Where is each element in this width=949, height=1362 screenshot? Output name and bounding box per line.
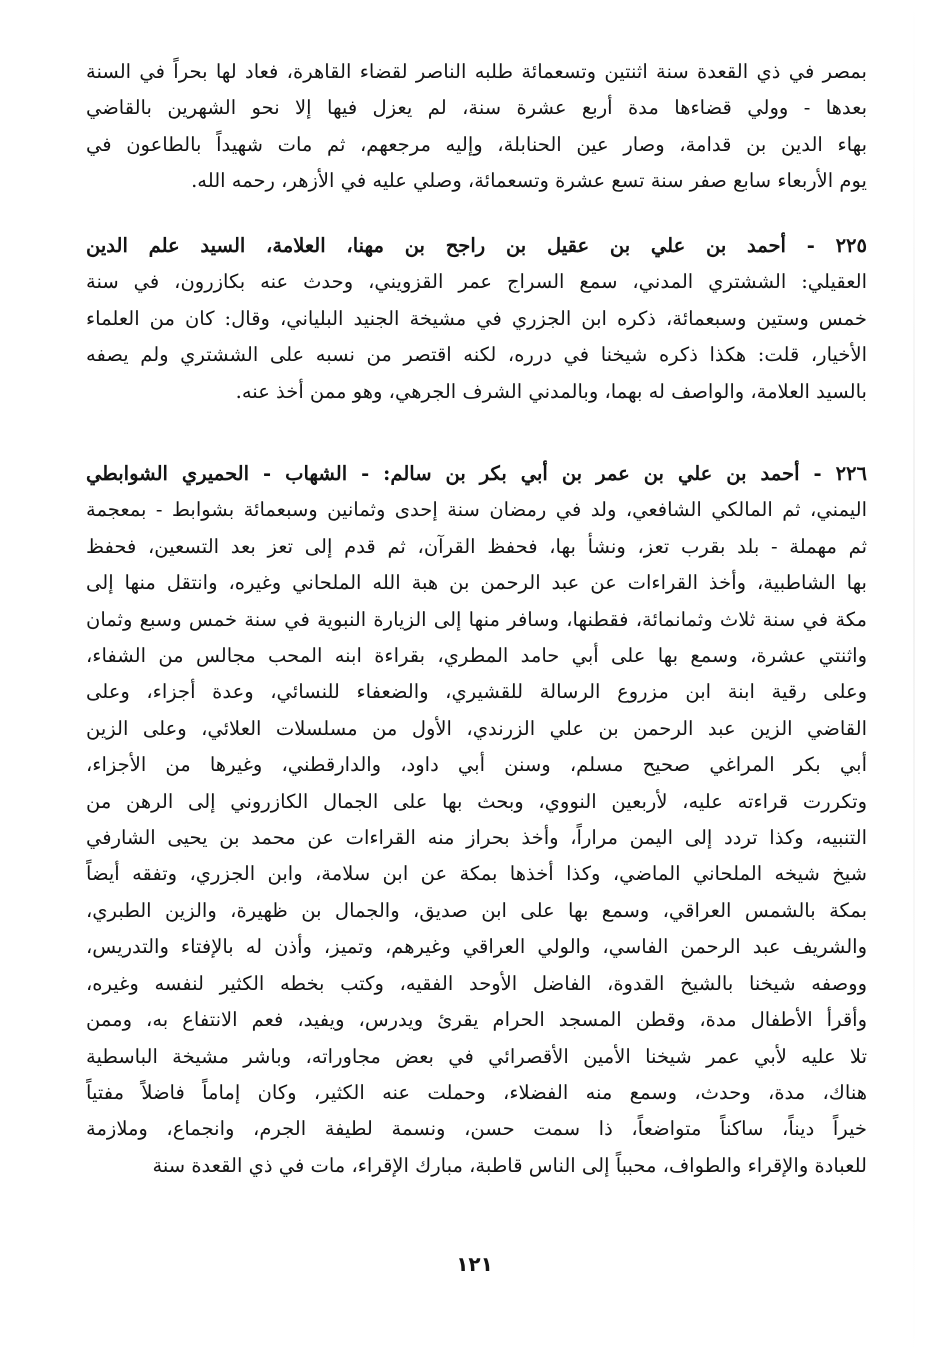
text-line: مكة في سنة ثلاث وثمانمائة، فقطنها، وسافر منها إلى الزيارة النبوية في سنة خمس وسبع وثمان (86, 607, 867, 631)
text-line: للعبادة والإقراء والطواف، محبباً إلى الناس قاطبة، مبارك الإقراء، مات في ذي القعدة سنة (152, 1153, 867, 1177)
text-line: هناك، مدة، وحدث، وسمع منه الفضلاء، وحملت عنه الكثير، وكان إماماً فاضلاً مفتياً (86, 1080, 867, 1104)
text-line: خيراً ديناً، ساكناً متواضعاً، ذا سمت حسن، ونسمة لطيفة الجرم، وانجماع، وملازمة (86, 1117, 867, 1141)
entry-heading: ٢٢٦ - أحمد بن علي بن عمر بن أبي بكر بن سالم: - الشهاب - الحميري الشوابطي (86, 462, 867, 485)
text-line: والشريف عبد الرحمن الفاسي، والولي العراقي وغيرهم، وتميز، وأذن له بالإفتاء والتدريس، (86, 935, 867, 959)
text-line: واثنتي عشرة، وسمع بها على أبي حامد المطري، بقراءة ابنه المحب مجالس من الشفاء، (86, 644, 867, 668)
text-line: شيخ شيخه الملحاني الماضي، وكذا أخذها بمكة عن ابن سلامة، وابن الجزري، وتفقه أيضاً (86, 862, 867, 886)
text-line: وعلى رقية ابنة ابن مزروع الرسالة للقشيري، والضعفاء للنسائي، وعدة أجزاء، وعلى (86, 680, 867, 704)
text-line: خمس وستين وسبعمائة، ذكره ابن الجزري في مشيخة الجنيد البلياني، وقال: كان من العلماء (86, 306, 867, 330)
entry-225 (86, 228, 867, 410)
paragraph-continuation (86, 54, 867, 200)
text-line: الأخيار، قلت: هكذا ذكره شيخنا في درره، لكنه اقتصر من نسبه على الششتري ولم يصفه (86, 343, 867, 367)
page-number: ١٢١ (456, 1252, 493, 1276)
text-line: القاضي الزين عبد الرحمن بن علي الزرندي، الأول من مسلسلات العلائي، وعلى الزين (86, 716, 867, 740)
text-line: وتكررت قراءته عليه، لأربعين النووي، وبحث بها على الجمال الكازروني إلى الرهن من (86, 789, 867, 813)
text-line: التنبيه، وكذا تردد إلى اليمن مراراً، وأخذ بحراز منه القراءات عن محمد بن يحيى الشارفي (86, 826, 867, 850)
text-line: وأقرأ الأطفال مدة، وقطن المسجد الحرام يقرئ ويدرس، ويفيد، فعم الانتفاع به، وممن (86, 1008, 867, 1032)
text-line: بمصر في ذي القعدة سنة اثنتين وتسعمائة طلبه الناصر لقضاء القاهرة، فعاد لها بحراً في السنة (86, 60, 867, 83)
text-line: العقيلي: الششتري المدني، سمع السراج عمر القزويني، وحدث عنه بكازرون، في سنة (86, 270, 867, 294)
entry-heading: ٢٢٥ - أحمد بن علي بن عقيل بن راجح بن مهنا، العلامة، السيد علم الدين (86, 234, 867, 257)
text-line: يوم الأربعاء سابع صفر سنة تسع عشرة وتسعمائة، وصلي عليه في الأزهر، رحمه الله. (191, 169, 867, 193)
text-line: تلا عليه لأبي عمر شيخنا الأمين الأقصرائي في بعض مجاوراته، وباشر مشيخة الباسطية (86, 1044, 867, 1068)
text-line: بها الشاطبية، وأخذ القراءات عن عبد الرحمن بن هبة الله الملحاني وغيره، وانتقل منها إلى (86, 571, 867, 595)
text-line: ووصفه شيخنا بالشيخ القدوة، الفاضل الأوحد الفقيه، وكتب بخطه الكثير لنفسه وغيره، (86, 971, 867, 995)
entry-226 (86, 456, 867, 1184)
text-line: بهاء الدين بن قدامة، وصار عين الحنابلة، وإليه مرجعهم، ثم مات شهيداً بالطاعون في (86, 132, 867, 156)
text-line: بعدها - وولي قضاءها مدة أربع عشرة سنة، لم يعزل فيها إلا نحو الشهرين بالقاضي (86, 96, 867, 120)
text-line: أبي بكر المراغي صحيح مسلم، وسنن أبي داود، والدارقطني، وغيرها من الأجزاء، (86, 753, 867, 777)
text-line: بمكة بالشمس العراقي، وسمع بها على ابن صديق، والجمال بن ظهيرة، والزين الطبري، (86, 898, 867, 922)
page-edge-shadow (913, 0, 915, 1362)
text-line: بالسيد العلامة، والواصف له بهما، وبالمدني الشرف الجرهي، وهو ممن أخذ عنه. (235, 379, 867, 403)
text-line: ثم مهملة - بلد بقرب تعز، ونشأ بها، فحفظ القرآن، ثم قدم إلى تعز بعد التسعين، فحفظ (86, 534, 867, 558)
text-line: اليمني، ثم المالكي الشافعي، ولد في رمضان سنة إحدى وثمانين وسبعمائة بشوابط - بمعجمة (86, 498, 867, 522)
